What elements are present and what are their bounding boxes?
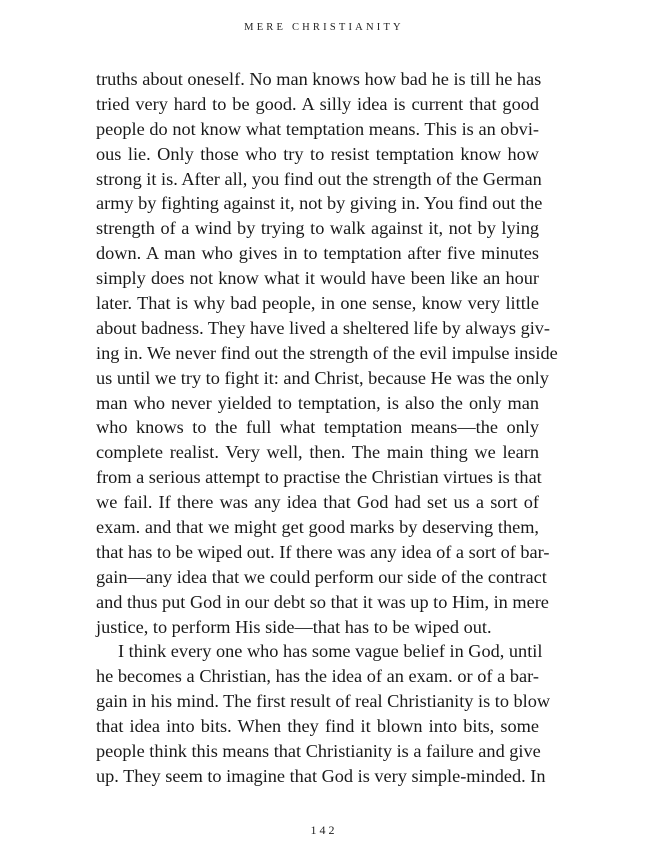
text-line: strength of a wind by trying to walk against it, not by lying <box>96 218 539 239</box>
text-line: us until we try to fight it: and Christ, because He was the only <box>96 367 549 388</box>
text-line: gain in his mind. The first result of real Christianity is to blow <box>96 691 551 712</box>
text-line: I think every one who has some vague belief in God, until <box>118 641 543 662</box>
text-line: that has to be wiped out. If there was any idea of a sort of bar- <box>96 541 550 562</box>
text-line: about badness. They have lived a sheltered life by always giv- <box>96 317 551 338</box>
text-line: who knows to the full what temptation means—the only <box>96 417 539 438</box>
paragraph-2 <box>96 639 551 788</box>
text-line: strong it is. After all, you find out the strength of the German <box>96 168 542 189</box>
text-line: down. A man who gives in to temptation after five minutes <box>96 243 539 264</box>
running-head: MERE CHRISTIANITY <box>244 22 404 33</box>
paragraph-1 <box>96 67 558 639</box>
text-line: truths about oneself. No man knows how bad he is till he has <box>96 69 542 89</box>
text-line: that idea into bits. When they find it blown into bits, some <box>96 716 539 737</box>
text-line: ous lie. Only those who try to resist temptation know how <box>96 143 539 164</box>
page-number: 142 <box>310 823 338 837</box>
text-line: simply does not know what it would have been like an hour <box>96 268 539 289</box>
text-line: man who never yielded to temptation, is also the only man <box>96 392 539 413</box>
text-line: and thus put God in our debt so that it was up to Him, in mere <box>96 591 549 612</box>
text-line: he becomes a Christian, has the idea of an exam. or of a bar- <box>96 666 539 687</box>
text-line: exam. and that we might get good marks by deserving them, <box>96 517 539 538</box>
text-line: army by fighting against it, not by giving in. You find out the <box>96 193 543 214</box>
text-line: from a serious attempt to practise the Christian virtues is that <box>96 467 542 488</box>
text-line: people think this means that Christianity is a failure and give <box>96 741 541 762</box>
text-line: justice, to perform His side—that has to be wiped out. <box>96 616 492 637</box>
text-line: tried very hard to be good. A silly idea is current that good <box>96 93 539 114</box>
text-line: people do not know what temptation means. This is an obvi- <box>96 118 539 139</box>
text-line: we fail. If there was any idea that God had set us a sort of <box>96 492 539 513</box>
text-line: complete realist. Very well, then. The main thing we learn <box>96 442 539 463</box>
text-line: up. They seem to imagine that God is very simple-minded. In <box>96 765 546 786</box>
text-line: gain—any idea that we could perform our side of the contract <box>96 566 547 587</box>
body-text <box>96 67 558 789</box>
text-line: ing in. We never find out the strength of the evil impulse inside <box>96 342 558 363</box>
text-line: later. That is why bad people, in one sense, know very little <box>96 293 539 314</box>
